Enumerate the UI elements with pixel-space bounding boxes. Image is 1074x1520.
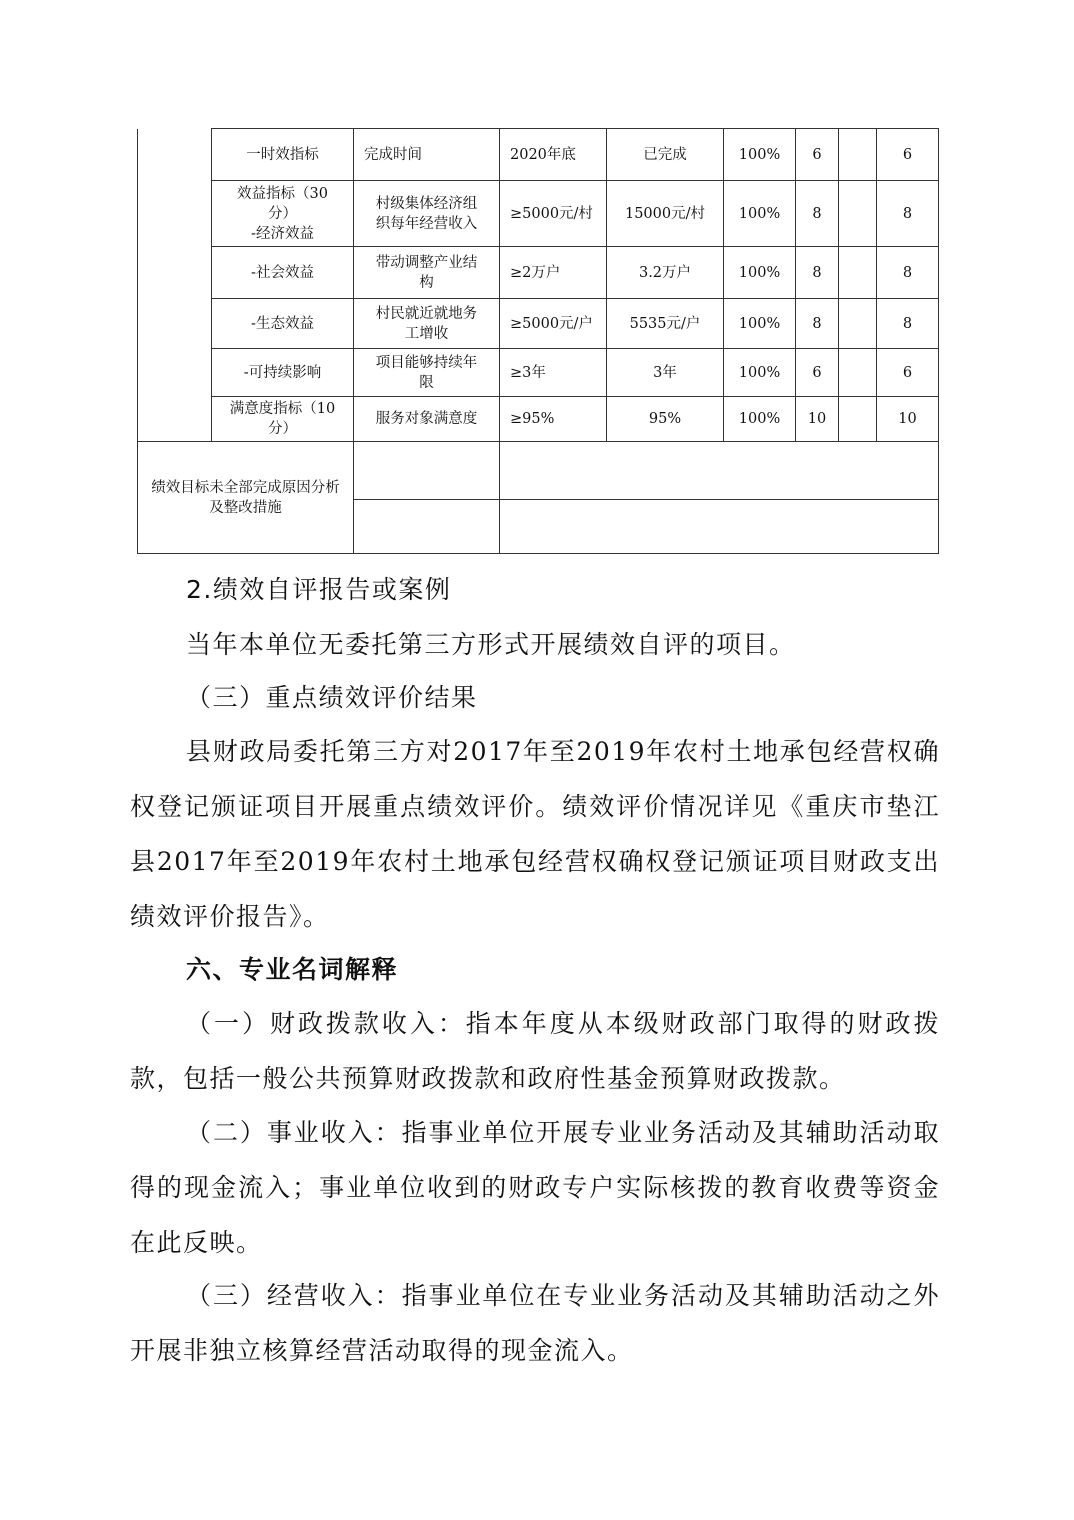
term2-paragraph [130,1105,940,1270]
analysis-cause-cell [354,442,500,500]
actual-cell: 5535元/户 [607,299,724,349]
rate-cell: 100% [724,397,796,442]
table-row [138,181,939,247]
deduct-cell [839,247,877,299]
actual-cell: 15000元/村 [607,181,724,247]
table-row [138,397,939,442]
rate-cell: 100% [724,129,796,181]
indicator-cell: -可持续影响 [212,349,354,397]
indicator-cell: -生态效益 [212,299,354,349]
item-cell: 村级集体经济组织每年经营收入 [354,181,500,247]
blank-cell [138,129,212,442]
weight-cell: 6 [796,129,839,181]
weight-cell: 8 [796,299,839,349]
target-cell: ≥95% [500,397,607,442]
performance-table [137,128,939,554]
term1-paragraph [130,996,940,1106]
indicator-cell: 一时效指标 [212,129,354,181]
section2-text: 当年本单位无委托第三方形式开展绩效自评的项目。 [186,630,796,659]
table-row [138,442,939,500]
term1-label: （一）财政拨款收入： [186,1009,466,1038]
indicator-line: 效益指标（30分） -经济效益 [237,185,328,242]
score-cell: 8 [877,299,939,349]
analysis-detail-cell [500,442,939,500]
target-cell: ≥5000元/户 [500,299,607,349]
rate-cell: 100% [724,299,796,349]
actual-cell: 已完成 [607,129,724,181]
weight-cell: 8 [796,247,839,299]
section3-text: 县财政局委托第三方对2017年至2019年农村土地承包经营权确权登记颁证项目开展重点绩效评价。绩效评价情况详见《重庆市垫江县2017年至2019年农村土地承包经营权确权登记颁证项目财政支出绩效评价报告》。 [130,737,940,931]
term2-label: （二）事业收入： [186,1118,402,1147]
term3-label: （三）经营收入： [186,1281,402,1310]
analysis-measure-detail-cell [500,500,939,554]
table-row [138,349,939,397]
actual-cell: 3.2万户 [607,247,724,299]
actual-cell: 95% [607,397,724,442]
item-cell: 带动调整产业结构 [354,247,500,299]
target-cell: 2020年底 [500,129,607,181]
score-cell: 8 [877,181,939,247]
item-cell: 完成时间 [354,129,500,181]
score-cell: 8 [877,247,939,299]
term2-text: 指事业单位开展专业业务活动及其辅助活动取得的现金流入；事业单位收到的财政专户实际核拨的教育收费等资金在此反映。 [130,1118,940,1257]
table-row [138,247,939,299]
target-cell: ≥2万户 [500,247,607,299]
score-cell: 6 [877,129,939,181]
item-cell: 项目能够持续年限 [354,349,500,397]
target-cell: ≥3年 [500,349,607,397]
target-cell: ≥5000元/村 [500,181,607,247]
item-cell: 服务对象满意度 [354,397,500,442]
table-row [138,129,939,181]
deduct-cell [839,129,877,181]
actual-cell: 3年 [607,349,724,397]
rate-cell: 100% [724,349,796,397]
rate-cell: 100% [724,247,796,299]
section2-title: 2.绩效自评报告或案例 [186,575,452,604]
score-cell: 6 [877,349,939,397]
term1-text: 指本年度从本级财政部门取得的财政拨款，包括一般公共预算财政拨款和政府性基金预算财政拨款。 [130,1009,940,1093]
indicator-cell: 满意度指标（10分） [212,397,354,442]
deduct-cell [839,181,877,247]
deduct-cell [839,397,877,442]
weight-cell: 6 [796,349,839,397]
deduct-cell [839,349,877,397]
term3-paragraph [130,1268,940,1378]
analysis-label-cell: 绩效目标未全部完成原因分析及整改措施 [138,442,354,554]
score-cell: 10 [877,397,939,442]
deduct-cell [839,299,877,349]
heading-6: 六、专业名词解释 [186,955,399,984]
item-cell: 村民就近就地务工增收 [354,299,500,349]
section3-title: （三）重点绩效评价结果 [186,683,478,712]
rate-cell: 100% [724,181,796,247]
term3-text: 指事业单位在专业业务活动及其辅助活动之外开展非独立核算经营活动取得的现金流入。 [130,1281,940,1365]
weight-cell: 8 [796,181,839,247]
weight-cell: 10 [796,397,839,442]
analysis-measure-cell [354,500,500,554]
indicator-cell: -社会效益 [212,247,354,299]
indicator-cell [212,181,354,247]
table-row [138,299,939,349]
